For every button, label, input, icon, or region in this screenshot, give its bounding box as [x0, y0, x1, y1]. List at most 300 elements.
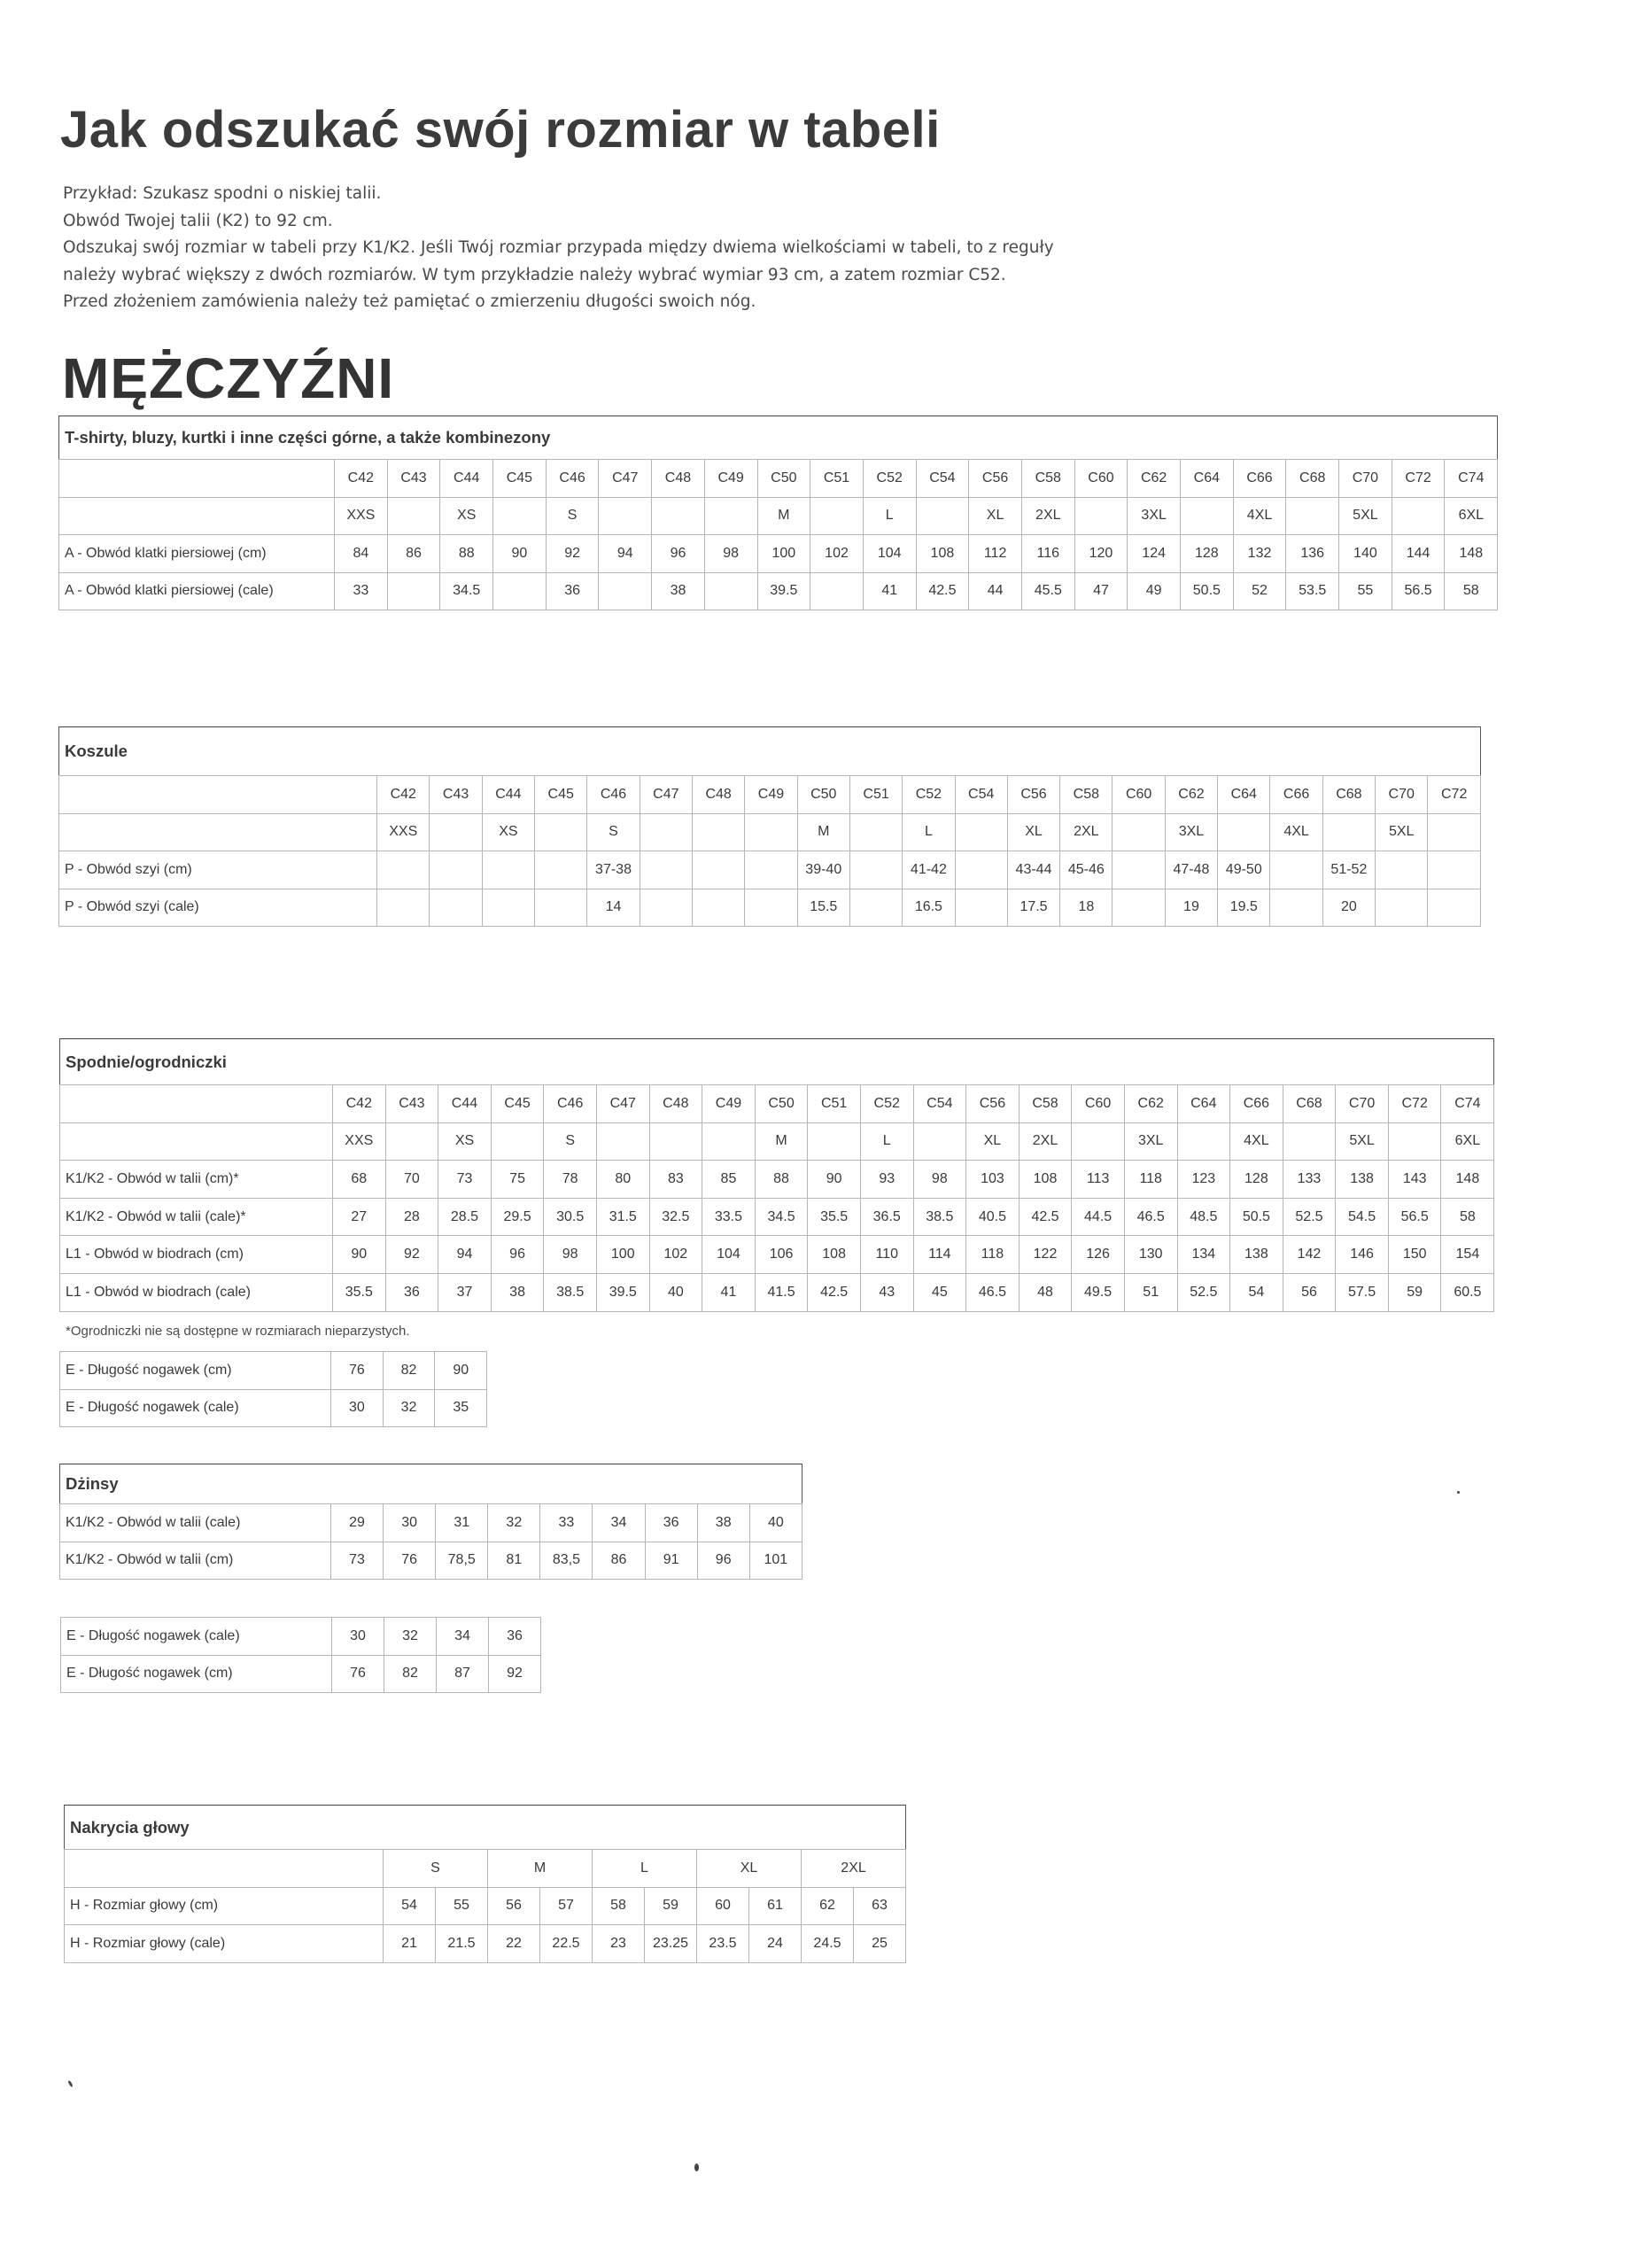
- size-cell: C72: [1388, 1085, 1441, 1123]
- size-cell: [810, 497, 864, 535]
- size-cell: 3XL: [1124, 1122, 1177, 1161]
- size-cell: C58: [1021, 460, 1074, 498]
- size-cell: [387, 497, 440, 535]
- size-cell: 132: [1233, 535, 1286, 573]
- size-cell: 39.5: [596, 1273, 649, 1311]
- size-cell: XL: [1007, 813, 1059, 851]
- size-cell: XS: [440, 497, 493, 535]
- inseam-size-table: [59, 1351, 487, 1427]
- row-label: H - Rozmiar głowy (cale): [65, 1925, 384, 1963]
- size-cell: C46: [587, 776, 640, 814]
- row-label: K1/K2 - Obwód w talii (cale): [60, 1504, 331, 1542]
- size-cell: 148: [1445, 535, 1498, 573]
- size-cell: 22: [488, 1925, 540, 1963]
- size-cell: 39.5: [757, 572, 810, 610]
- size-cell: C56: [966, 1085, 1020, 1123]
- size-cell: XS: [482, 813, 534, 851]
- size-cell: C62: [1165, 776, 1217, 814]
- table-row: [65, 1887, 906, 1925]
- size-cell: 73: [438, 1161, 492, 1199]
- table-row: [59, 776, 1481, 814]
- size-cell: 29.5: [491, 1198, 544, 1236]
- size-cell: [1376, 851, 1428, 889]
- size-cell: C50: [757, 460, 810, 498]
- size-cell: 100: [757, 535, 810, 573]
- size-cell: 47-48: [1165, 851, 1217, 889]
- size-cell: C45: [493, 460, 547, 498]
- size-cell: 19.5: [1218, 889, 1270, 927]
- size-cell: 50.5: [1181, 572, 1234, 610]
- row-label: A - Obwód klatki piersiowej (cm): [59, 535, 335, 573]
- table-row: [59, 851, 1481, 889]
- size-cell: 42.5: [916, 572, 969, 610]
- table-row: [60, 1122, 1494, 1161]
- size-cell: 41.5: [755, 1273, 808, 1311]
- size-cell: 44.5: [1072, 1198, 1125, 1236]
- size-cell: [1074, 497, 1128, 535]
- size-cell: 51-52: [1322, 851, 1375, 889]
- size-cell: 94: [438, 1236, 492, 1274]
- size-cell: 146: [1336, 1236, 1389, 1274]
- size-cell: 43-44: [1007, 851, 1059, 889]
- size-cell: 22.5: [540, 1925, 593, 1963]
- size-cell: 142: [1283, 1236, 1336, 1274]
- page-title: Jak odszukać swój rozmiar w tabeli: [60, 101, 941, 159]
- size-cell: 41: [863, 572, 916, 610]
- size-cell: [808, 1122, 861, 1161]
- size-cell: 104: [863, 535, 916, 573]
- size-cell: 5XL: [1339, 497, 1392, 535]
- size-cell: [535, 889, 587, 927]
- size-cell: [1113, 889, 1165, 927]
- size-cell: C56: [969, 460, 1022, 498]
- row-label: E - Długość nogawek (cale): [61, 1618, 332, 1656]
- size-cell: C48: [649, 1085, 702, 1123]
- size-cell: 58: [593, 1887, 645, 1925]
- row-label: [59, 497, 335, 535]
- size-cell: [1283, 1122, 1336, 1161]
- size-cell: [1388, 1122, 1441, 1161]
- size-cell: C46: [544, 1085, 597, 1123]
- intro-text: [63, 181, 1303, 316]
- trousers-footnote: *Ogrodniczki nie są dostępne w rozmiarach nieparzystych.: [66, 1324, 410, 1339]
- size-cell: 27: [333, 1198, 386, 1236]
- size-cell: C49: [702, 1085, 756, 1123]
- size-cell: 32.5: [649, 1198, 702, 1236]
- size-cell: 116: [1021, 535, 1074, 573]
- size-cell: C43: [430, 776, 482, 814]
- size-cell: C47: [599, 460, 652, 498]
- size-cell: C72: [1392, 460, 1445, 498]
- size-cell: [493, 497, 547, 535]
- size-cell: [810, 572, 864, 610]
- table-row: [59, 497, 1498, 535]
- size-cell: 103: [966, 1161, 1020, 1199]
- table-row: [59, 460, 1498, 498]
- size-cell: C62: [1128, 460, 1181, 498]
- size-cell: S: [546, 497, 599, 535]
- size-cell: 51: [1124, 1273, 1177, 1311]
- size-cell: XL: [969, 497, 1022, 535]
- size-cell: L: [860, 1122, 913, 1161]
- size-cell: 91: [645, 1542, 697, 1580]
- size-cell: C54: [916, 460, 969, 498]
- size-cell: [1428, 851, 1481, 889]
- size-cell: 128: [1230, 1161, 1283, 1199]
- size-cell: 3XL: [1128, 497, 1181, 535]
- size-cell: S: [587, 813, 640, 851]
- size-cell: C66: [1233, 460, 1286, 498]
- table-row: [59, 535, 1498, 573]
- table-row: [60, 1389, 487, 1427]
- size-cell: 28: [385, 1198, 438, 1236]
- size-cell: 58: [1445, 572, 1498, 610]
- size-cell: 53.5: [1286, 572, 1339, 610]
- size-cell: C50: [797, 776, 849, 814]
- size-cell: 98: [544, 1236, 597, 1274]
- tshirts-size-table: [58, 416, 1498, 610]
- size-cell: [1322, 813, 1375, 851]
- size-cell: 144: [1392, 535, 1445, 573]
- row-label: K1/K2 - Obwód w talii (cale)*: [60, 1198, 333, 1236]
- row-label: L1 - Obwód w biodrach (cm): [60, 1236, 333, 1274]
- size-cell: [745, 851, 797, 889]
- size-cell: XS: [438, 1122, 492, 1161]
- size-cell: 48.5: [1177, 1198, 1230, 1236]
- size-cell: [652, 497, 705, 535]
- size-cell: XXS: [333, 1122, 386, 1161]
- size-cell: 15.5: [797, 889, 849, 927]
- size-cell: C74: [1441, 1085, 1494, 1123]
- table-row: [59, 572, 1498, 610]
- size-cell: 37: [438, 1273, 492, 1311]
- size-cell: 19: [1165, 889, 1217, 927]
- size-cell: 2XL: [1019, 1122, 1072, 1161]
- row-label: [60, 1085, 333, 1123]
- size-cell: 114: [913, 1236, 966, 1274]
- size-cell: C42: [335, 460, 388, 498]
- size-cell: 39-40: [797, 851, 849, 889]
- size-cell: 48: [1019, 1273, 1072, 1311]
- size-cell: 87: [437, 1655, 489, 1693]
- size-cell: [385, 1122, 438, 1161]
- size-cell: C47: [596, 1085, 649, 1123]
- size-cell: 36: [489, 1618, 541, 1656]
- size-cell: 52.5: [1283, 1198, 1336, 1236]
- size-cell: 29: [331, 1504, 384, 1542]
- size-cell: 88: [755, 1161, 808, 1199]
- size-cell: 90: [808, 1161, 861, 1199]
- size-cell: C51: [849, 776, 902, 814]
- size-cell: [1072, 1122, 1125, 1161]
- size-cell: 50.5: [1230, 1198, 1283, 1236]
- size-cell: 21: [384, 1925, 436, 1963]
- size-cell: 44: [969, 572, 1022, 610]
- size-cell: C47: [640, 776, 692, 814]
- size-cell: 6XL: [1445, 497, 1498, 535]
- size-cell: [1286, 497, 1339, 535]
- size-cell: 82: [383, 1352, 435, 1390]
- size-cell: C62: [1124, 1085, 1177, 1123]
- size-cell: 120: [1074, 535, 1128, 573]
- size-cell: [1270, 851, 1322, 889]
- size-cell: [692, 813, 744, 851]
- size-cell: 154: [1441, 1236, 1494, 1274]
- size-cell: C70: [1339, 460, 1392, 498]
- size-cell: [599, 572, 652, 610]
- size-cell: [745, 813, 797, 851]
- size-cell: C64: [1218, 776, 1270, 814]
- size-cell: 23.25: [645, 1925, 697, 1963]
- size-cell: [1392, 497, 1445, 535]
- size-cell: 130: [1124, 1236, 1177, 1274]
- size-cell: L: [903, 813, 955, 851]
- size-cell: 56: [1283, 1273, 1336, 1311]
- size-cell: 113: [1072, 1161, 1125, 1199]
- size-cell: 34.5: [440, 572, 493, 610]
- size-cell: 62: [802, 1887, 854, 1925]
- size-cell: C52: [860, 1085, 913, 1123]
- size-cell: 57: [540, 1887, 593, 1925]
- scan-speck: [67, 2080, 74, 2087]
- size-cell: 76: [331, 1352, 384, 1390]
- size-cell: 37-38: [587, 851, 640, 889]
- size-cell: C44: [440, 460, 493, 498]
- size-cell: 96: [652, 535, 705, 573]
- row-label: K1/K2 - Obwód w talii (cm): [60, 1542, 331, 1580]
- size-cell: 82: [384, 1655, 437, 1693]
- table-row: [60, 1273, 1494, 1311]
- size-cell: 76: [384, 1542, 436, 1580]
- size-cell: 83,5: [540, 1542, 593, 1580]
- size-cell: C48: [692, 776, 744, 814]
- size-cell: 41-42: [903, 851, 955, 889]
- size-cell: 38: [491, 1273, 544, 1311]
- size-cell: 138: [1230, 1236, 1283, 1274]
- size-cell: 36: [385, 1273, 438, 1311]
- size-cell: 81: [488, 1542, 540, 1580]
- size-cell: C70: [1376, 776, 1428, 814]
- size-cell: 2XL: [1021, 497, 1074, 535]
- size-cell: 18: [1060, 889, 1113, 927]
- table-row: [60, 1161, 1494, 1199]
- size-cell: [745, 889, 797, 927]
- size-cell: 4XL: [1270, 813, 1322, 851]
- size-cell: [493, 572, 547, 610]
- size-cell: 20: [1322, 889, 1375, 927]
- scan-speck: [1457, 1491, 1460, 1494]
- size-cell: 42.5: [808, 1273, 861, 1311]
- size-cell: 124: [1128, 535, 1181, 573]
- size-cell: [1181, 497, 1234, 535]
- size-cell: C45: [535, 776, 587, 814]
- size-cell: C60: [1072, 1085, 1125, 1123]
- row-label: L1 - Obwód w biodrach (cale): [60, 1273, 333, 1311]
- size-cell: 122: [1019, 1236, 1072, 1274]
- size-cell: 106: [755, 1236, 808, 1274]
- size-cell: 75: [491, 1161, 544, 1199]
- size-header-cell: M: [488, 1850, 593, 1888]
- size-cell: C50: [755, 1085, 808, 1123]
- size-cell: C52: [863, 460, 916, 498]
- size-cell: 112: [969, 535, 1022, 573]
- size-cell: [955, 889, 1007, 927]
- size-cell: 31: [436, 1504, 488, 1542]
- size-cell: [535, 813, 587, 851]
- size-cell: 96: [491, 1236, 544, 1274]
- size-cell: 58: [1441, 1198, 1494, 1236]
- size-cell: [692, 889, 744, 927]
- size-cell: 61: [749, 1887, 802, 1925]
- size-cell: 3XL: [1165, 813, 1217, 851]
- size-cell: C68: [1322, 776, 1375, 814]
- size-cell: C46: [546, 460, 599, 498]
- size-cell: [1218, 813, 1270, 851]
- size-cell: [599, 497, 652, 535]
- size-cell: C58: [1060, 776, 1113, 814]
- size-cell: 59: [1388, 1273, 1441, 1311]
- row-label: E - Długość nogawek (cale): [60, 1389, 331, 1427]
- size-cell: [430, 813, 482, 851]
- size-cell: [913, 1122, 966, 1161]
- size-cell: C43: [385, 1085, 438, 1123]
- size-cell: 38: [652, 572, 705, 610]
- size-cell: C68: [1286, 460, 1339, 498]
- size-cell: 49-50: [1218, 851, 1270, 889]
- size-cell: 4XL: [1230, 1122, 1283, 1161]
- table-row: [60, 1085, 1494, 1123]
- size-cell: 35: [435, 1389, 487, 1427]
- intro-line: Przykład: Szukasz spodni o niskiej talii.: [63, 184, 382, 203]
- row-label: P - Obwód szyi (cale): [59, 889, 377, 927]
- size-cell: 23.5: [697, 1925, 749, 1963]
- row-label: [65, 1850, 384, 1888]
- size-cell: 108: [1019, 1161, 1072, 1199]
- size-cell: 86: [593, 1542, 645, 1580]
- size-cell: 34.5: [755, 1198, 808, 1236]
- size-cell: 36: [645, 1504, 697, 1542]
- intro-line: Obwód Twojej talii (K2) to 92 cm.: [63, 211, 333, 230]
- size-cell: [640, 813, 692, 851]
- size-cell: 134: [1177, 1236, 1230, 1274]
- size-cell: 56.5: [1388, 1198, 1441, 1236]
- size-cell: 35.5: [808, 1198, 861, 1236]
- size-cell: 73: [331, 1542, 384, 1580]
- size-cell: C49: [704, 460, 757, 498]
- size-cell: 31.5: [596, 1198, 649, 1236]
- size-cell: 123: [1177, 1161, 1230, 1199]
- size-cell: [535, 851, 587, 889]
- size-cell: 46.5: [966, 1273, 1020, 1311]
- size-cell: M: [755, 1122, 808, 1161]
- table-caption: Dżinsy: [60, 1464, 802, 1504]
- size-cell: [482, 889, 534, 927]
- table-row: [60, 1198, 1494, 1236]
- size-cell: 96: [697, 1542, 749, 1580]
- size-cell: 5XL: [1336, 1122, 1389, 1161]
- size-cell: C48: [652, 460, 705, 498]
- size-cell: 118: [966, 1236, 1020, 1274]
- jeans-size-table: [59, 1464, 802, 1580]
- size-cell: [377, 851, 430, 889]
- size-cell: [430, 851, 482, 889]
- table-row: [65, 1850, 906, 1888]
- size-cell: 24.5: [802, 1925, 854, 1963]
- size-cell: 126: [1072, 1236, 1125, 1274]
- size-cell: 34: [437, 1618, 489, 1656]
- jeans-inseam-size-table: [60, 1617, 541, 1693]
- size-cell: C64: [1177, 1085, 1230, 1123]
- size-cell: 128: [1181, 535, 1234, 573]
- table-row: [60, 1236, 1494, 1274]
- size-cell: 30.5: [544, 1198, 597, 1236]
- size-cell: C51: [808, 1085, 861, 1123]
- size-cell: C51: [810, 460, 864, 498]
- table-row: [60, 1542, 802, 1580]
- size-cell: 49.5: [1072, 1273, 1125, 1311]
- size-cell: 90: [435, 1352, 487, 1390]
- size-cell: [702, 1122, 756, 1161]
- size-cell: 38.5: [544, 1273, 597, 1311]
- size-cell: 138: [1336, 1161, 1389, 1199]
- size-cell: C66: [1270, 776, 1322, 814]
- shirts-size-table: [58, 726, 1481, 927]
- size-header-cell: S: [384, 1850, 488, 1888]
- size-cell: 63: [854, 1887, 906, 1925]
- size-cell: [1113, 813, 1165, 851]
- table-caption: T-shirty, bluzy, kurtki i inne części górne, a także kombinezony: [59, 416, 1498, 460]
- size-cell: 24: [749, 1925, 802, 1963]
- size-cell: [596, 1122, 649, 1161]
- size-cell: [430, 889, 482, 927]
- size-cell: C74: [1445, 460, 1498, 498]
- size-cell: 54: [384, 1887, 436, 1925]
- size-cell: 32: [383, 1389, 435, 1427]
- size-cell: 55: [1339, 572, 1392, 610]
- size-cell: [704, 497, 757, 535]
- table-row: [61, 1655, 541, 1693]
- size-cell: 76: [332, 1655, 384, 1693]
- scan-speck: [694, 2163, 699, 2171]
- size-cell: C54: [955, 776, 1007, 814]
- size-cell: 32: [488, 1504, 540, 1542]
- size-cell: 143: [1388, 1161, 1441, 1199]
- size-cell: 133: [1283, 1161, 1336, 1199]
- size-cell: [704, 572, 757, 610]
- size-cell: 90: [333, 1236, 386, 1274]
- size-cell: 148: [1441, 1161, 1494, 1199]
- size-cell: 36: [546, 572, 599, 610]
- row-label: [59, 776, 377, 814]
- size-cell: [1428, 889, 1481, 927]
- size-cell: 85: [702, 1161, 756, 1199]
- size-cell: L: [863, 497, 916, 535]
- size-cell: C44: [482, 776, 534, 814]
- size-cell: C60: [1074, 460, 1128, 498]
- size-cell: 55: [436, 1887, 488, 1925]
- size-cell: 46.5: [1124, 1198, 1177, 1236]
- size-cell: [491, 1122, 544, 1161]
- size-cell: 40: [749, 1504, 802, 1542]
- size-header-cell: XL: [697, 1850, 802, 1888]
- size-cell: 140: [1339, 535, 1392, 573]
- size-cell: [1177, 1122, 1230, 1161]
- size-cell: 56: [488, 1887, 540, 1925]
- size-cell: C60: [1113, 776, 1165, 814]
- size-cell: [1113, 851, 1165, 889]
- size-cell: 78: [544, 1161, 597, 1199]
- size-cell: 49: [1128, 572, 1181, 610]
